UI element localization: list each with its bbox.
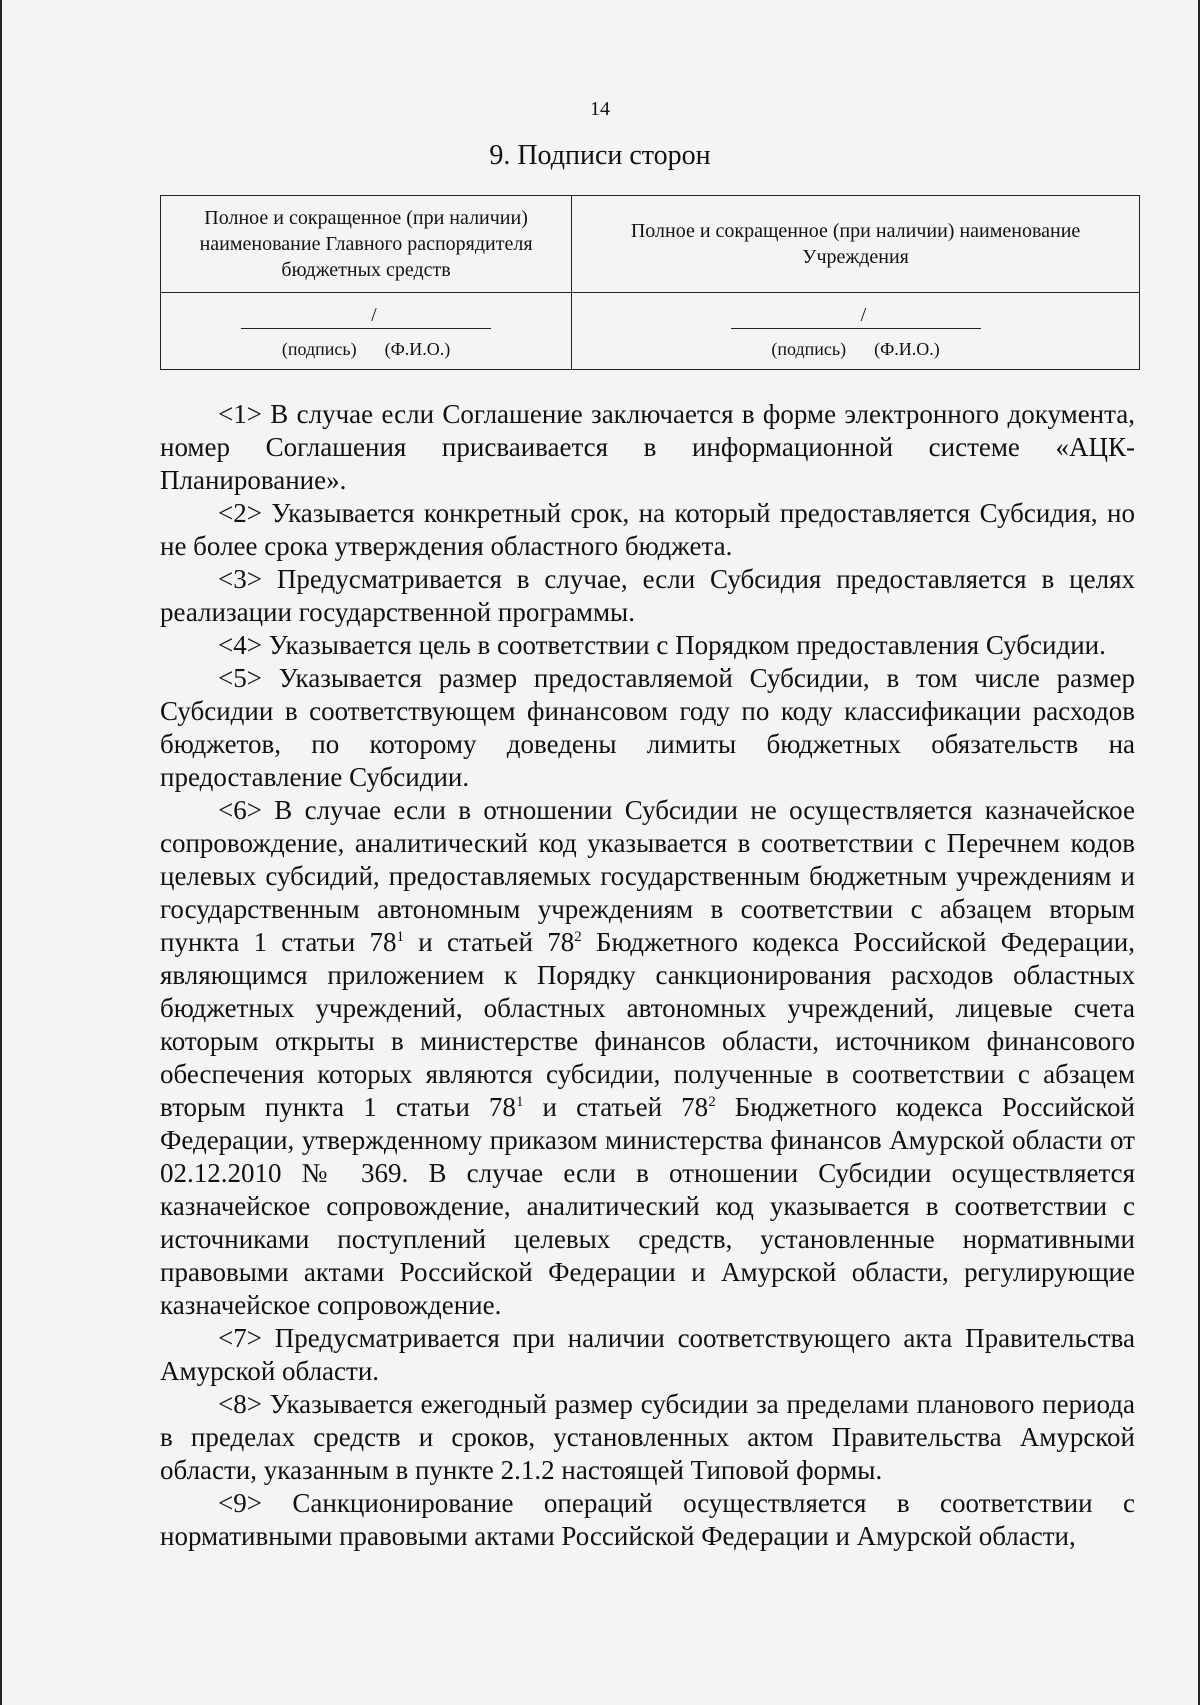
page-number: 14 <box>590 98 610 120</box>
superscript: 1 <box>396 929 405 945</box>
footnote-6-text: Бюджетного кодекса Российской Федерации, утвержденному приказом министерства финансов Амурской области от 02.12.2010 № 369. В случае если в отношении Субсидии осуществляется казначейское сопровождение, аналитический код указывается в соответствии с источниками поступлений целевых средств, установленные нормативными правовыми актами Российской Федерации и Амурской области, регулирующие казначейское сопровождение. <box>160 1092 1135 1320</box>
scan-edge-left <box>0 0 2 1705</box>
fio-label: (Ф.И.О.) <box>874 339 940 359</box>
footnote-6-text: <6> В случае если в отношении Субсидии не осуществляется казначейское сопровождение, аналитический код указывается в соответствии с Перечнем кодов целевых субсидий, предоставляемых государственным бюджетным учреждениям и государственным автономным учреждениям в соответствии с абзацем вторым пункта 1 статьи 78 <box>160 795 1135 957</box>
superscript: 2 <box>708 1094 716 1110</box>
footnote-6 <box>160 794 1135 1322</box>
footnote-8: <8> Указывается ежегодный размер субсидии за пределами планового периода в пределах средств и сроков, установленных актом Правительства Амурской области, указанным в пункте 2.1.2 настоящей Типовой формы. <box>160 1389 1135 1485</box>
footnote-6-text: и статьей 78 <box>523 1092 709 1122</box>
fio-label: (Ф.И.О.) <box>384 339 451 359</box>
signatures-table <box>160 195 1140 370</box>
signature-cell-left <box>161 293 572 370</box>
signature-line <box>731 302 981 329</box>
footnote-4: <4> Указывается цель в соответствии с Порядком предоставления Субсидии. <box>218 630 1106 660</box>
footnote-6-text: Бюджетного кодекса Российской Федерации, являющимся приложением к Порядку санкционирования расходов областных бюджетных учреждений, областных автономных учреждений, лицевые счета которым открыты в министерстве финансов области, источником финансового обеспечения которых являются субсидии, полученные в соответствии с абзацем вторым пункта 1 статьи 78 <box>160 927 1135 1122</box>
sign-label: (подпись) <box>771 339 847 359</box>
footnote-6-text: и статьей 78 <box>404 927 575 957</box>
section-title: 9. Подписи сторон <box>489 140 711 171</box>
footnote-9: <9> Санкционирование операций осуществляется в соответствии с нормативными правовыми актами Российской Федерации и Амурской области, <box>160 1488 1135 1551</box>
header-cell-institution: Полное и сокращенное (при наличии) наименование Учреждения <box>572 196 1140 293</box>
slash: / <box>371 304 377 326</box>
footnote-5: <5> Указывается размер предоставляемой Субсидии, в том числе размер Субсидии в соответствующем финансовом году по коду классификации расходов бюджетов, по которому доведены лимиты бюджетных обязательств на предоставление Субсидии. <box>160 663 1135 792</box>
signature-caption <box>584 338 1127 360</box>
slash: / <box>860 304 867 326</box>
superscript: 2 <box>574 929 582 945</box>
superscript: 1 <box>515 1094 524 1110</box>
footnote-2: <2> Указывается конкретный срок, на который предоставляется Субсидия, но не более срока утверждения областного бюджета. <box>160 498 1135 561</box>
signature-caption <box>173 338 559 360</box>
footnote-3: <3> Предусматривается в случае, если Субсидия предоставляется в целях реализации государственной программы. <box>160 564 1135 627</box>
footnotes-body <box>160 398 1135 1553</box>
table-header-row <box>161 196 1140 293</box>
sign-label: (подпись) <box>281 339 357 359</box>
footnote-7: <7> Предусматривается при наличии соответствующего акта Правительства Амурской области. <box>160 1323 1135 1386</box>
signature-line <box>241 302 491 329</box>
signature-cell-right <box>572 293 1140 370</box>
footnote-1: <1> В случае если Соглашение заключается в форме электронного документа, номер Соглашения присваивается в информационной системе «АЦК-Планирование». <box>160 399 1135 495</box>
header-cell-distributor: Полное и сокращенное (при наличии) наименование Главного распорядителя бюджетных средств <box>161 196 572 293</box>
table-signature-row <box>161 293 1140 370</box>
